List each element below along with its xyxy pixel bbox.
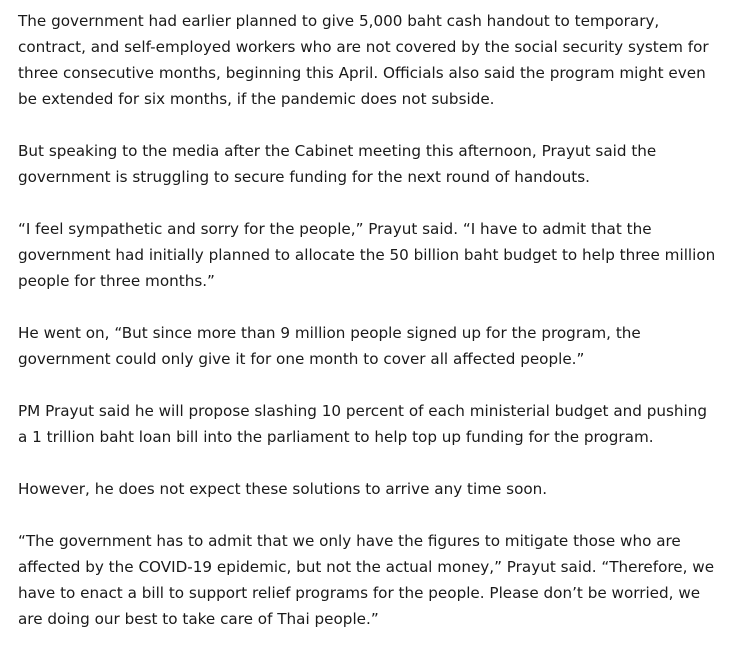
paragraph-prayut-quote-sympathy: “I feel sympathetic and sorry for the people,” Prayut said. “I have to admit that the government had initially planned to allocate the 50 billion baht budget to help three million people for three months.” <box>18 220 716 290</box>
paragraph-prayut-quote-relief: “The government has to admit that we only have the figures to mitigate those who are affected by the COVID-19 epidemic, but not the actual money,” Prayut said. “Therefore, we have to enact a bill to support relief programs for the people. Please don’t be worried, we are doing our best to take care of Thai people.” <box>18 532 715 628</box>
article-body <box>18 8 718 632</box>
paragraph-funding-struggle: But speaking to the media after the Cabinet meeting this afternoon, Prayut said the government is struggling to secure funding for the next round of handouts. <box>18 142 657 186</box>
paragraph-budget-proposal: PM Prayut said he will propose slashing 10 percent of each ministerial budget and pushing a 1 trillion baht loan bill into the parliament to help top up funding for the program. <box>18 402 708 446</box>
paragraph-signup-numbers: He went on, “But since more than 9 million people signed up for the program, the government could only give it for one month to cover all affected people.” <box>18 324 641 368</box>
paragraph-timeline: However, he does not expect these solutions to arrive any time soon. <box>18 480 548 498</box>
paragraph-handout-plan: The government had earlier planned to give 5,000 baht cash handout to temporary, contract, and self-employed workers who are not covered by the social security system for three consecutive months, beginning this April. Officials also said the program might even be extended for six months, if the pandemic does not subside. <box>18 12 709 108</box>
